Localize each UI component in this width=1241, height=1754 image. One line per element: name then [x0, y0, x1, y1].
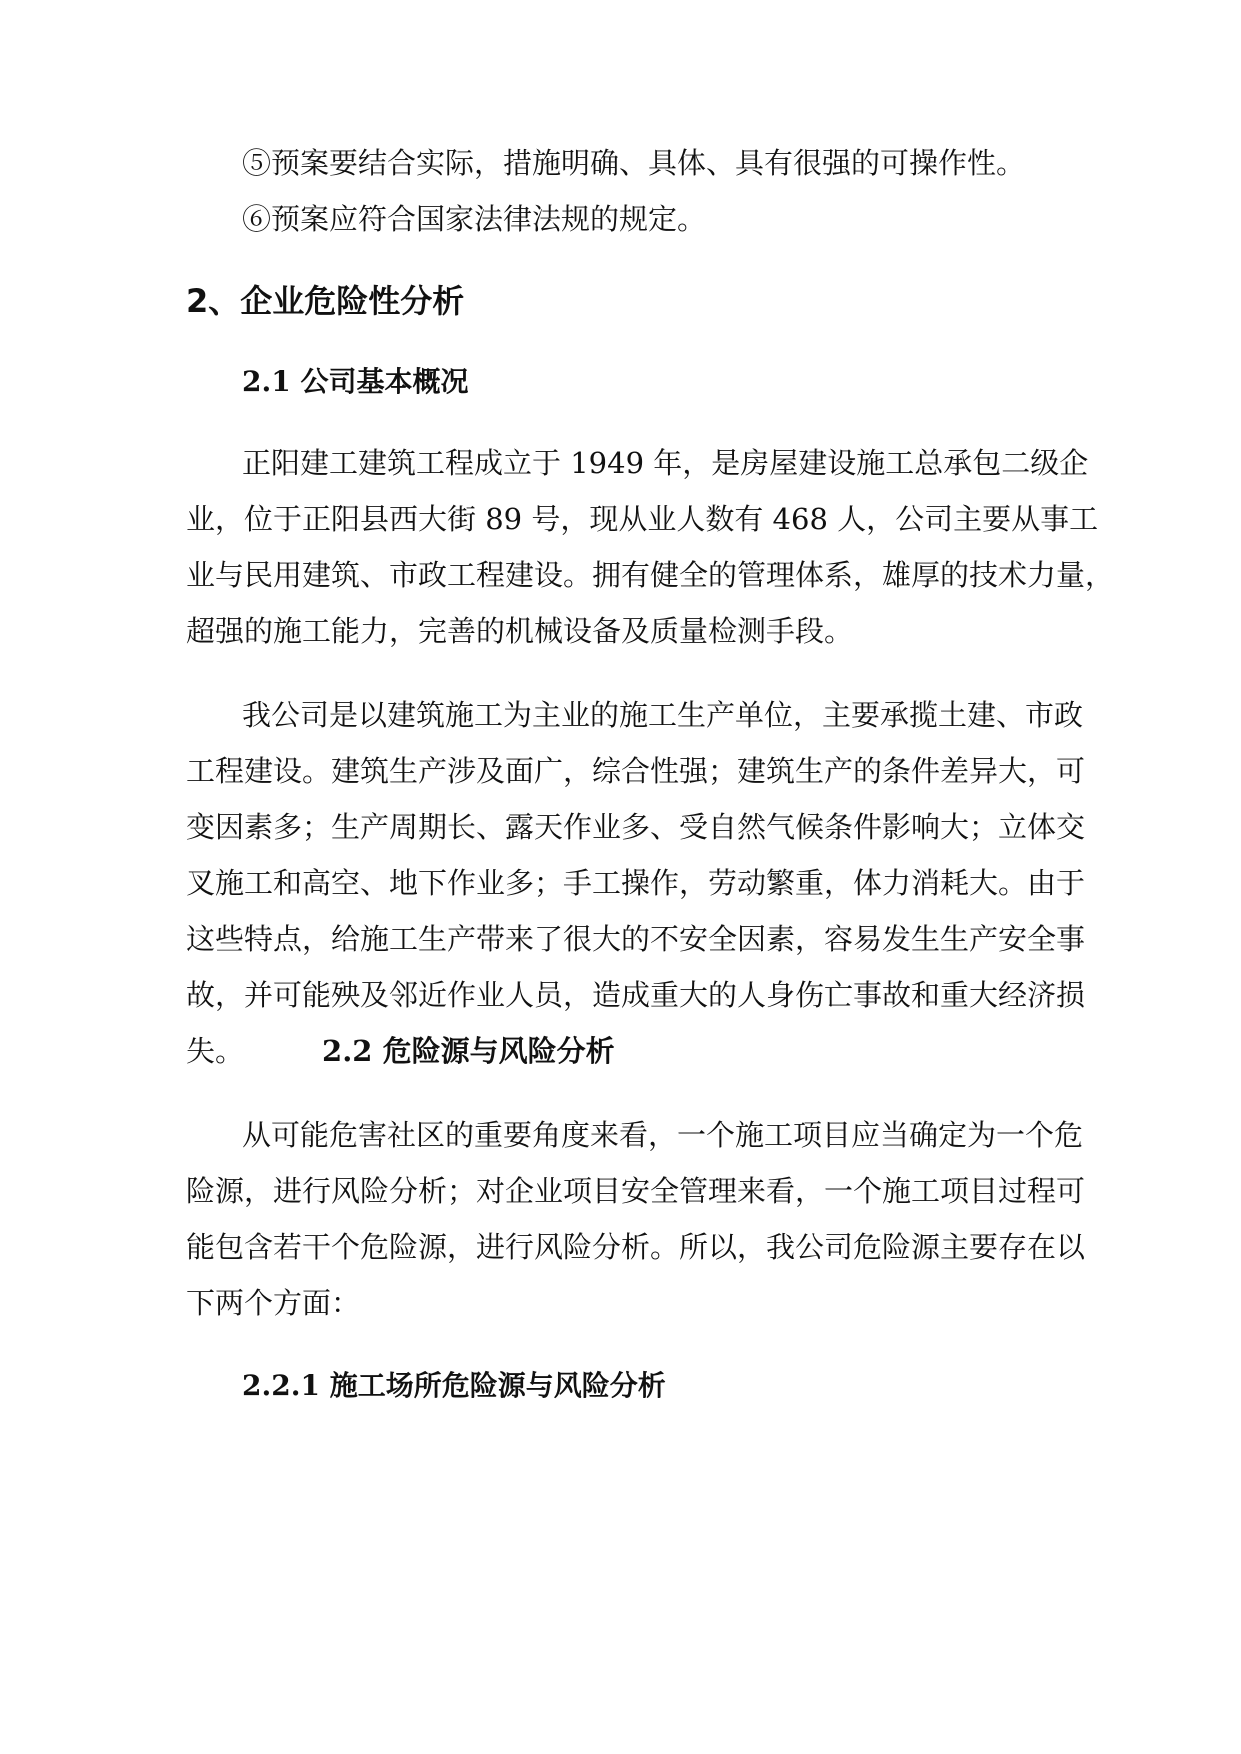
list-item-6: ⑥预案应符合国家法律法规的规定。 [242, 202, 707, 236]
paragraph-line: 险源，进行风险分析；对企业项目安全管理来看，一个施工项目过程可 [186, 1174, 1086, 1208]
subsection-heading-2-2-1: 2.2.1 施工场所危险源与风险分析 [242, 1369, 666, 1402]
paragraph-line: 下两个方面： [186, 1286, 361, 1320]
subsection-heading-2-1: 2.1 公司基本概况 [242, 365, 469, 398]
paragraph-line: 叉施工和高空、地下作业多；手工操作，劳动繁重，体力消耗大。由于 [186, 866, 1086, 900]
paragraph-line: 能包含若干个危险源，进行风险分析。所以，我公司危险源主要存在以 [186, 1230, 1086, 1264]
paragraph-last-line [186, 1031, 615, 1071]
section-heading-2: 2、企业危险性分析 [186, 282, 465, 320]
paragraph-line: 我公司是以建筑施工为主业的施工生产单位，主要承揽土建、市政 [242, 698, 1084, 732]
list-item-5: ⑤预案要结合实际，措施明确、具体、具有很强的可操作性。 [242, 146, 1026, 180]
paragraph-line: 业，位于正阳县西大街 89 号，现从业人数有 468 人，公司主要从事工 [186, 502, 1099, 536]
subsection-heading-2-2: 2.2 危险源与风险分析 [322, 1034, 615, 1068]
paragraph-line: 工程建设。建筑生产涉及面广，综合性强；建筑生产的条件差异大，可 [186, 754, 1086, 788]
paragraph-line: 失。 [186, 1034, 245, 1068]
paragraph-line: 正阳建工建筑工程成立于 1949 年，是房屋建设施工总承包二级企 [242, 446, 1089, 480]
paragraph-line: 变因素多；生产周期长、露天作业多、受自然气候条件影响大；立体交 [186, 810, 1086, 844]
paragraph-line: 超强的施工能力，完善的机械设备及质量检测手段。 [186, 614, 854, 648]
paragraph-line: 这些特点，给施工生产带来了很大的不安全因素，容易发生生产安全事 [186, 922, 1086, 956]
paragraph-line: 故，并可能殃及邻近作业人员，造成重大的人身伤亡事故和重大经济损 [186, 978, 1086, 1012]
paragraph-line: 业与民用建筑、市政工程建设。拥有健全的管理体系，雄厚的技术力量， [186, 558, 1115, 592]
paragraph-line: 从可能危害社区的重要角度来看，一个施工项目应当确定为一个危 [242, 1118, 1084, 1152]
